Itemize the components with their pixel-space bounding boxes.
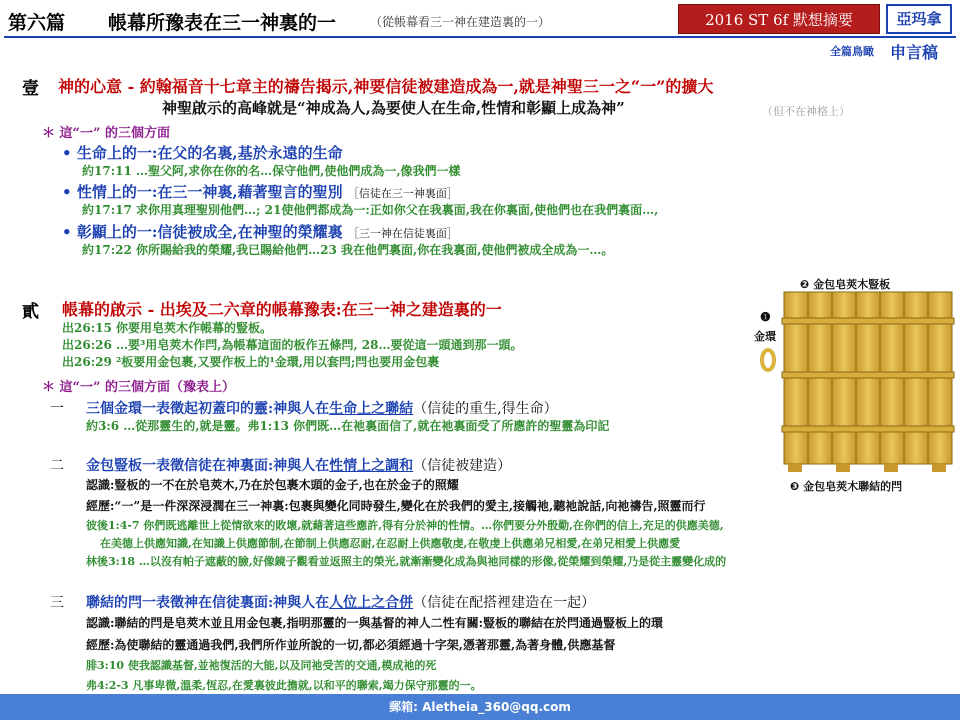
bullet: • (62, 144, 72, 162)
point-title-note: （信徒被建造） (413, 458, 512, 474)
figure-label-ring: 金環 (754, 330, 776, 343)
point-3-number: 三 (50, 595, 64, 611)
section-2-verse-2: 出26:26 …要³用皂莢木作閂,為帳幕這面的板作五條閂, 28…要從這一頭通到那一頭。 (62, 338, 523, 352)
point-1-number: 一 (50, 401, 64, 417)
header-divider (4, 36, 956, 38)
bullet: • (62, 223, 72, 241)
boards-illustration (748, 274, 958, 498)
section-1-item-1-verse: 約17:11 …聖父阿,求你在你的名…保守他們,使他們成為一,像我們一樣 (82, 164, 461, 178)
point-3-line-1: 認識:聯結的閂是皂莢木並且用金包裹,指明那靈的一與基督的神人二性有關:豎板的聯結在於閂通過豎板上的環 (86, 616, 664, 630)
point-2-line-1: 認識:豎板的一不在於皂莢木,乃在於包裹木頭的金子,也在於金子的照耀 (86, 478, 459, 492)
chapter-number: 第六篇 (8, 12, 66, 34)
gold-ring-icon (762, 350, 774, 370)
section-1-item-3-verse: 約17:22 你所賜給我的榮耀,我已賜給他們…23 我在他們裏面,你在我裏面,使他們被成全成為一…。 (82, 243, 614, 257)
section-2-verse-3: 出26:29 ²板要用金包裹,又要作板上的¹金環,用以套閂;閂也要用金包裹 (62, 355, 440, 369)
item-note: ［三一神在信徒裏面］ (347, 227, 458, 240)
point-2-line-2: 經歷:“一”是一件深深浸潤在三一神裏:包裹與變化同時發生,變化在於我們的愛主,接觸祂,聽祂說話,向祂禱告,照靈而行 (86, 499, 706, 513)
point-title-emphasis: 性情上之調和 (329, 458, 414, 474)
point-2-number: 二 (50, 458, 64, 474)
point-3-title (86, 592, 595, 612)
overview-label: 全篇鳥瞰 (830, 45, 874, 58)
section-1-item-2-verse: 約17:17 求你用真理聖別他們…; 21使他們都成為一:正如你父在我裏面,我在你裏面,使他們也在我們裏面…, (82, 203, 659, 217)
figure-label-ring-number: ❶ (760, 310, 771, 324)
point-title-text: 金包豎板一表徵信徒在神裏面:神與人在 (86, 458, 330, 474)
point-3-line-2: 經歷:為使聯結的靈通過我們,我們所作並所說的一切,都必須經過十字架,憑著那靈,為著身體,供應基督 (86, 638, 616, 652)
point-3-line-3: 腓3:10 使我認識基督,並祂復活的大能,以及同祂受苦的交通,模成祂的死 (86, 659, 437, 672)
section-1-peak-note: （但不在神格上） (762, 105, 850, 118)
figure-label-boards: ❷ 金包皂莢木豎板 (800, 278, 891, 291)
section-1-item-3 (62, 221, 458, 242)
point-2-line-3: 彼後1:4-7 你們既逃離世上從情欲來的敗壞,就藉著這些應許,得有分於神的性情。…你們要分外殷勤,在你們的信上,充足的供應美德, (86, 519, 724, 532)
section-1-peak: 神聖啟示的高峰就是“神成為人,為要使人在生命,性情和彰顯上成為神” (162, 99, 625, 117)
section-1-aspects-heading: ＊ 這“一” 的三個方面 (42, 126, 171, 141)
point-3-line-4: 弗4:2-3 凡事卑微,溫柔,恆忍,在愛裏彼此擔就,以和平的聯索,竭力保守那靈的一。 (86, 679, 482, 692)
section-1-title: 神的心意 - 約翰福音十七章主的禱告揭示,神要信徒被建造成為一,就是神聖三一之“一”的擴大 (58, 77, 714, 96)
item-text: 彰顯上的一:信徒被成全,在神聖的榮耀裏 (76, 223, 343, 241)
event-badge: 2016 ST 6f 默想摘要 (678, 4, 880, 34)
item-text: 生命上的一:在父的名裏,基於永遠的生命 (76, 144, 343, 162)
section-2-aspects-heading: ＊ 這“一” 的三個方面（豫表上） (42, 380, 236, 395)
item-text: 性情上的一:在三一神裏,藉著聖言的聖別 (76, 183, 343, 201)
point-title-note: （信徒在配搭裡建造在一起） (413, 595, 596, 611)
bullet: • (62, 183, 72, 201)
draft-label: 申言稿 (890, 43, 939, 62)
section-2-title: 帳幕的啟示 - 出埃及二六章的帳幕豫表:在三一神之建造裏的一 (62, 300, 502, 319)
section-2-number: 貳 (22, 302, 39, 322)
section-1-number: 壹 (22, 79, 39, 99)
point-1-line-1: 約3:6 …從那靈生的,就是靈。弗1:13 你們既…在祂裏面信了,就在祂裏面受了所應許的聖靈為印記 (86, 419, 610, 433)
figure-label-bars: ❸ 金包皂莢木聯結的閂 (790, 480, 903, 493)
tabernacle-boards-figure (748, 274, 958, 498)
point-title-text: 三個金環一表徵起初蓋印的靈:神與人在 (86, 401, 330, 417)
section-1-item-2 (62, 181, 458, 202)
page-subtitle: （從帳幕看三一神在建造裏的一） (370, 15, 551, 29)
point-1-title (86, 398, 558, 418)
speaker-badge: 亞玛拿 (886, 4, 952, 34)
section-2-verse-1: 出26:15 你要用皂莢木作帳幕的豎板。 (62, 321, 273, 335)
item-note: ［信徒在三一神裏面］ (347, 187, 458, 200)
point-2-line-5: 林後3:18 …以沒有帕子遮蔽的臉,好像鏡子觀看並返照主的榮光,就漸漸變化成為與祂同樣的形像,從榮耀到榮耀,乃是從主靈變化成的 (86, 555, 727, 568)
section-1-item-1 (62, 142, 343, 163)
point-title-note: （信徒的重生,得生命） (413, 401, 558, 417)
point-title-emphasis: 人位上之合併 (329, 595, 414, 611)
point-2-line-4: 在美德上供應知識,在知識上供應節制,在節制上供應忍耐,在忍耐上供應敬虔,在敬虔上供應弟兄相愛,在弟兄相愛上供應愛 (100, 537, 681, 550)
page-title: 帳幕所豫表在三一神裏的一 (108, 12, 337, 34)
point-title-emphasis: 生命上之聯結 (329, 401, 414, 417)
point-2-title (86, 455, 511, 475)
footer-email[interactable]: 郵箱: Aletheia_360@qq.com (0, 694, 960, 720)
point-title-text: 聯結的閂一表徵神在信徒裏面:神與人在 (86, 595, 330, 611)
